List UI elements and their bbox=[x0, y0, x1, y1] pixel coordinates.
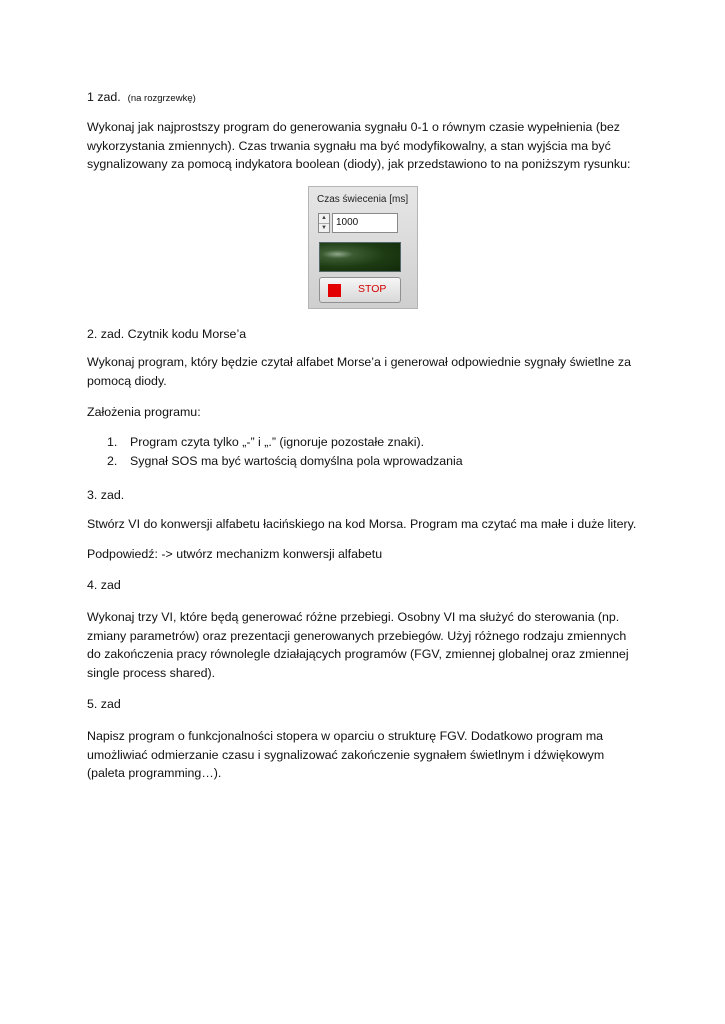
increment-arrow-icon: ▲ bbox=[321, 215, 327, 221]
list-item-number: 2. bbox=[107, 453, 118, 468]
task1-heading-text: 1 zad. bbox=[87, 90, 121, 104]
task4-heading: 4. zad bbox=[87, 578, 121, 592]
task2-assumptions-title: Założenia programu: bbox=[87, 405, 201, 419]
duration-value: 1000 bbox=[332, 213, 398, 233]
task4-body: Wykonaj trzy VI, które będą generować różne przebiegi. Osobny VI ma służyć do sterowania (np. zmiany parametrów) oraz prezentacji generowanych przebiegów. Użyj różnego rodzaju zmiennych do zakończenia pracy równolegle działających programów (FGV, zmiennej globalnej oraz zmiennej single process shared). bbox=[87, 610, 629, 680]
stop-button-label: STOP bbox=[358, 283, 387, 295]
list-item bbox=[87, 452, 463, 471]
task5-heading: 5. zad bbox=[87, 697, 121, 711]
list-item-text: Program czyta tylko „-” i „.” (ignoruje pozostałe znaki). bbox=[130, 435, 425, 449]
task2-heading: 2. zad. Czytnik kodu Morse’a bbox=[87, 327, 247, 341]
front-panel-figure bbox=[308, 186, 418, 309]
task1-heading bbox=[87, 88, 647, 109]
duration-numeric-control bbox=[318, 213, 398, 233]
list-item bbox=[87, 433, 463, 452]
increment-decrement-buttons bbox=[318, 213, 330, 233]
task1-body: Wykonaj jak najprostszy program do generowania sygnału 0-1 o równym czasie wypełnienia (bez wykorzystania zmiennych). Czas trwania sygnału ma być modyfikowalny, a stan wyjścia ma być sygnalizowany za pomocą indykatora boolean (diody), jak przedstawiono to na poniższym rysunku: bbox=[87, 120, 631, 171]
decrement-arrow-icon: ▼ bbox=[319, 223, 329, 233]
stop-square-icon bbox=[328, 284, 341, 297]
task2-assumptions-list bbox=[87, 433, 463, 470]
list-item-number: 1. bbox=[107, 435, 118, 449]
task3-heading: 3. zad. bbox=[87, 488, 125, 502]
task2-body: Wykonaj program, który będzie czytał alfabet Morse’a i generował odpowiednie sygnały świetlne za pomocą diody. bbox=[87, 355, 631, 388]
task1-heading-note: (na rozgrzewkę) bbox=[127, 93, 196, 104]
task3-hint: Podpowiedź: -> utwórz mechanizm konwersji alfabetu bbox=[87, 547, 383, 561]
boolean-led-indicator bbox=[319, 242, 401, 272]
duration-label: Czas świecenia [ms] bbox=[317, 194, 409, 205]
task3-body: Stwórz VI do konwersji alfabetu łacińskiego na kod Morsa. Program ma czytać ma małe i duże litery. bbox=[87, 517, 637, 531]
task5-body: Napisz program o funkcjonalności stopera w oparciu o strukturę FGV. Dodatkowo program ma umożliwiać odmierzanie czasu i sygnalizować zakończenie sygnałem świetlnym i dźwiękowym (paleta programming…). bbox=[87, 729, 605, 780]
list-item-text: Sygnał SOS ma być wartością domyślna pola wprowadzania bbox=[130, 453, 463, 468]
stop-button bbox=[319, 277, 401, 303]
